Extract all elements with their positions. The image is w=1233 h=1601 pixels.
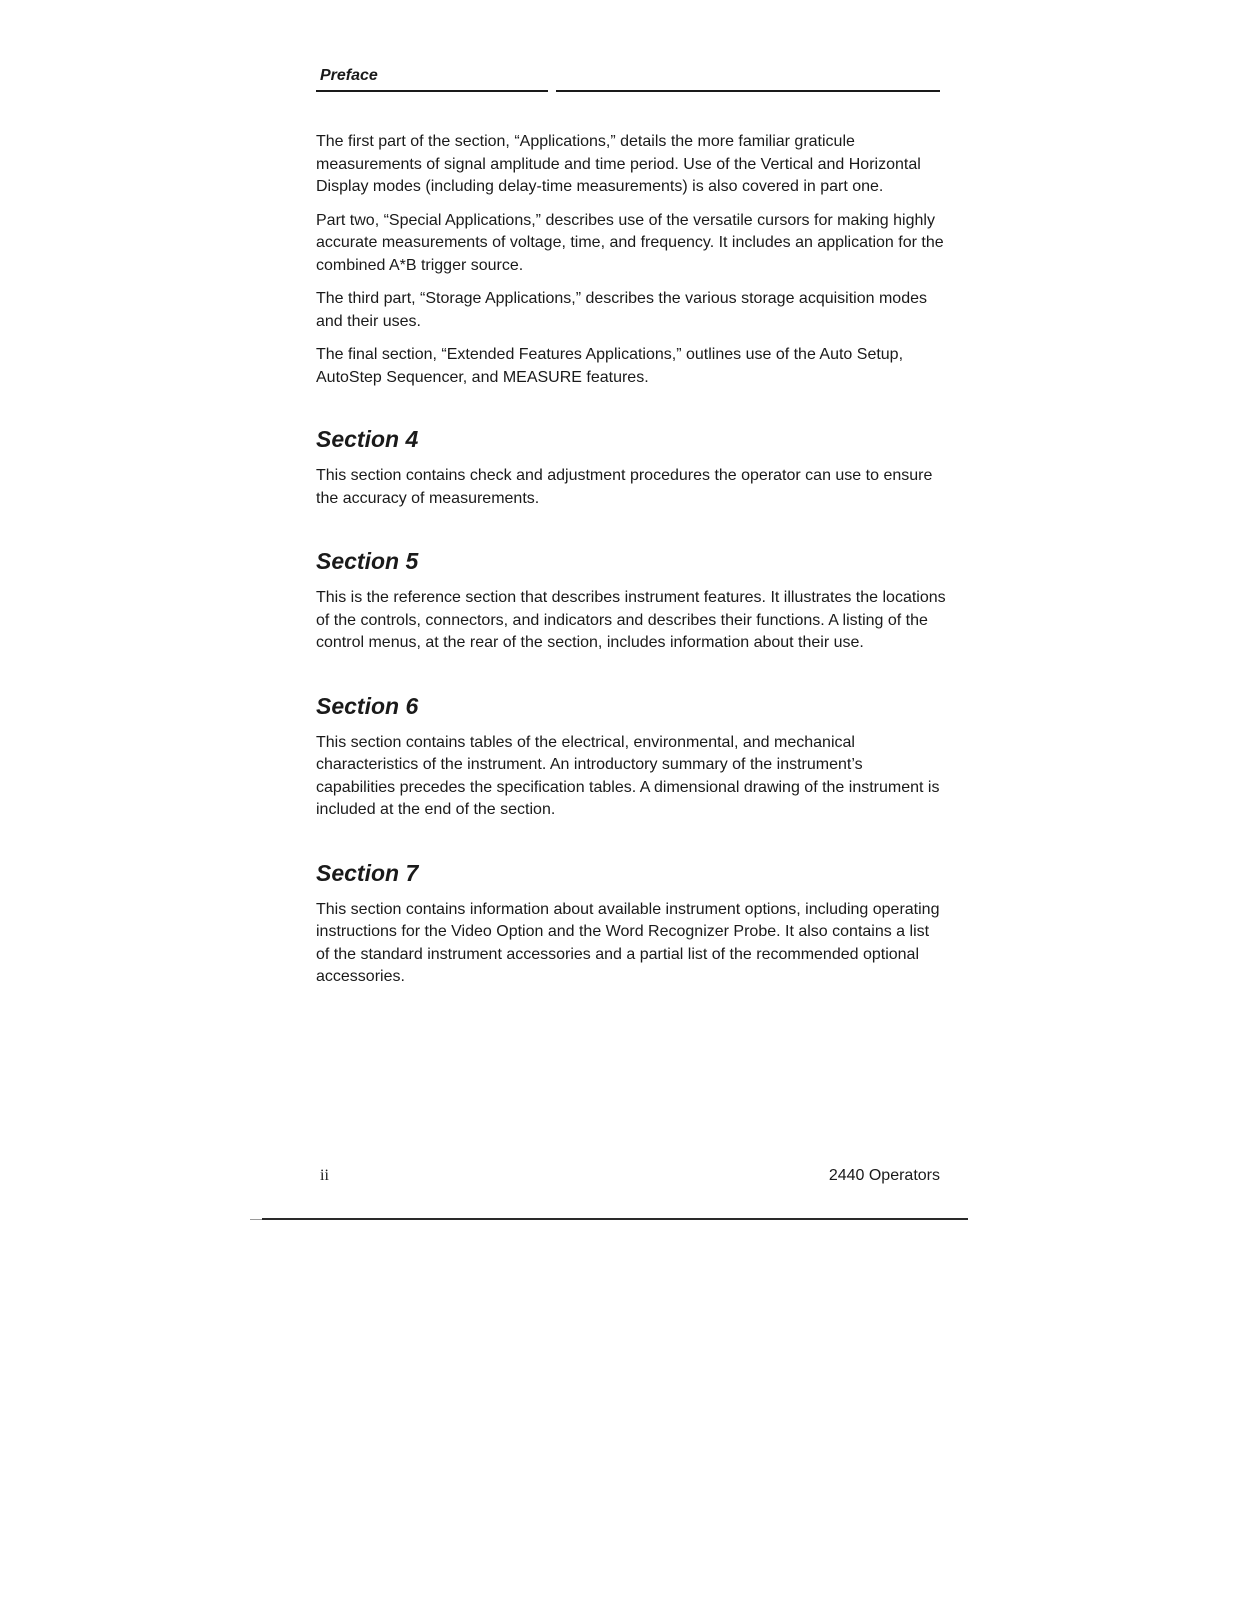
footer-rule — [262, 1218, 968, 1220]
header-rule-left — [316, 90, 548, 92]
header-rule-right — [556, 90, 940, 92]
intro-paragraph-1: The first part of the section, “Applications,” details the more familiar graticule measurements of signal amplitude and time period. Use of the Vertical and Horizontal Display modes (including delay-time measurements) is also covered in part one. — [316, 133, 921, 195]
section-title: Section 7 — [316, 859, 419, 886]
section-6 — [316, 692, 946, 822]
intro-paragraph-2: Part two, “Special Applications,” describes use of the versatile cursors for making highly accurate measurements of voltage, time, and frequency. It includes an application for the combined A*B trigger source. — [316, 211, 944, 274]
section-4 — [316, 425, 946, 510]
section-title: Section 6 — [316, 692, 419, 719]
section-title: Section 4 — [316, 426, 419, 452]
section-5 — [316, 547, 946, 655]
document-title: 2440 Operators — [828, 1167, 940, 1184]
page-content — [316, 131, 946, 989]
section-body: This section contains information about available instrument options, including operating instructions for the Video Option and the Word Recognizer Probe. It also contains a list of the standard instrument accessories and a partial list of the recommended optional accessories. — [316, 900, 940, 985]
page-header — [320, 66, 944, 86]
section-title: Section 5 — [316, 548, 419, 574]
intro-paragraph-3: The third part, “Storage Applications,” describes the various storage acquisition modes and their uses. — [316, 290, 927, 330]
section-body: This is the reference section that describes instrument features. It illustrates the locations of the controls, connectors, and indicators and describes their functions. A listing of the control menus, at the rear of the section, includes information about their use. — [316, 589, 946, 651]
running-header-label: Preface — [320, 67, 378, 84]
section-body: This section contains check and adjustment procedures the operator can use to ensure the accuracy of measurements. — [316, 467, 933, 507]
intro-paragraph-4: The final section, “Extended Features Applications,” outlines use of the Auto Setup, AutoStep Sequencer, and MEASURE features. — [316, 346, 904, 386]
page-footer — [0, 1165, 1233, 1235]
page-number: ii — [320, 1167, 329, 1184]
section-body: This section contains tables of the electrical, environmental, and mechanical characteristics of the instrument. An introductory summary of the instrument’s capabilities precedes the specification tables. A dimensional drawing of the instrument is included at the end of the section. — [316, 733, 940, 818]
section-7 — [316, 859, 946, 989]
